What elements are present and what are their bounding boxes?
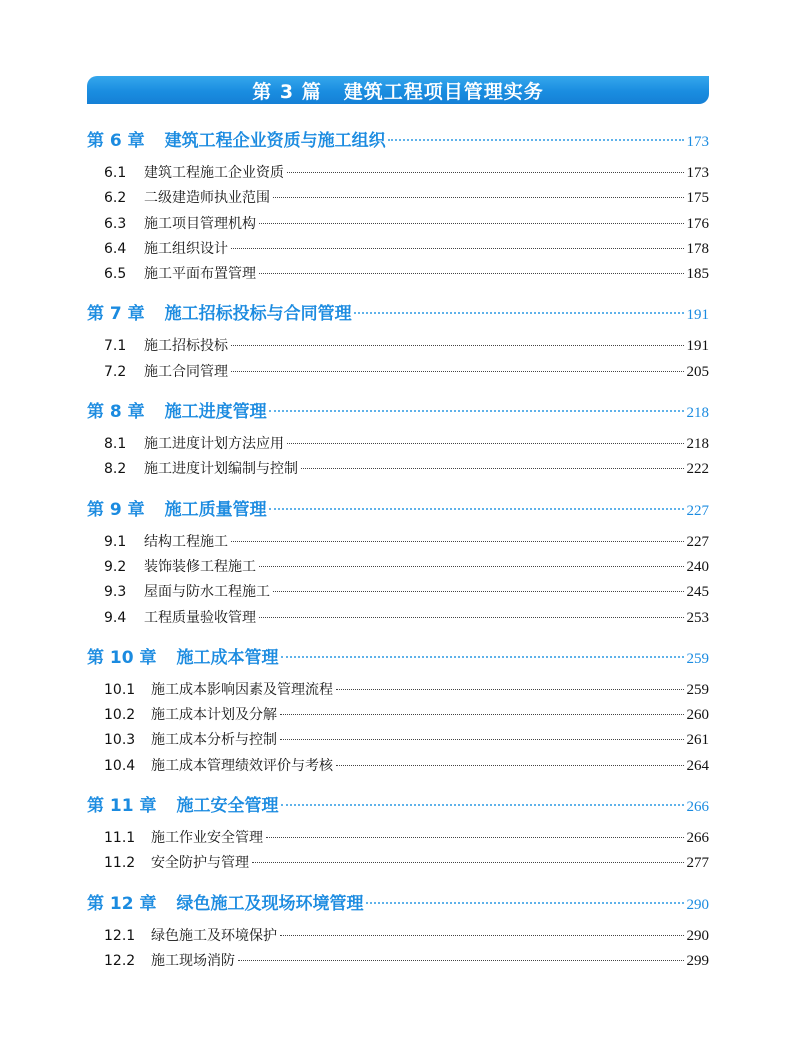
section-number: 10.3: [104, 732, 136, 749]
leader-dots: [252, 862, 684, 863]
leader-dots: [266, 837, 684, 838]
section-number: 11.1: [104, 830, 136, 847]
section-page-number: 245: [686, 584, 709, 601]
section-entry[interactable]: [87, 335, 709, 360]
chapter-title: 绿色施工及现场环境管理: [176, 893, 364, 914]
leader-dots: [269, 508, 684, 510]
section-number: 6.1: [104, 165, 127, 181]
section-number: 12.1: [104, 927, 136, 944]
section-title: 装饰装修工程施工: [144, 558, 256, 575]
chapter-entry[interactable]: [87, 643, 709, 669]
chapter-page-number: 227: [686, 502, 709, 519]
chapter-title: 施工成本管理: [176, 647, 279, 668]
section-entry[interactable]: [87, 581, 709, 606]
part-banner: [87, 76, 709, 104]
section-entry[interactable]: [87, 925, 709, 950]
section-entry[interactable]: [87, 556, 709, 581]
section-number: 7.2: [104, 363, 127, 380]
section-page-number: 260: [686, 707, 709, 724]
section-title: 工程质量验收管理: [144, 609, 256, 626]
leader-dots: [287, 172, 684, 173]
section-page-number: 175: [686, 190, 709, 207]
section-page-number: 264: [686, 757, 709, 774]
section-list: [87, 925, 709, 976]
leader-dots: [273, 197, 684, 198]
section-list: [87, 679, 709, 780]
chapter-page-number: 218: [686, 405, 709, 422]
section-title: 施工成本管理绩效评价与考核: [151, 757, 333, 774]
chapter-title: 施工招标投标与合同管理: [164, 304, 352, 325]
chapter-number: 第 10 章: [87, 647, 157, 668]
section-number: 12.2: [104, 952, 136, 969]
chapter-number: 第 12 章: [87, 893, 157, 914]
section-entry[interactable]: [87, 458, 709, 483]
section-title: 施工现场消防: [151, 952, 235, 969]
chapter-entry[interactable]: [87, 791, 709, 817]
section-title: 建筑工程施工企业资质: [144, 165, 284, 181]
section-page-number: 253: [686, 609, 709, 626]
leader-dots: [287, 443, 684, 444]
section-page-number: 205: [686, 363, 709, 380]
section-entry[interactable]: [87, 852, 709, 877]
section-title: 结构工程施工: [144, 533, 228, 550]
chapter-title: 建筑工程企业资质与施工组织: [164, 131, 386, 151]
chapter-title: 施工安全管理: [176, 796, 279, 817]
leader-dots: [259, 566, 684, 567]
section-entry[interactable]: [87, 238, 709, 263]
section-title: 施工成本影响因素及管理流程: [151, 681, 333, 698]
chapter-page-number: 290: [686, 896, 709, 913]
section-title: 施工项目管理机构: [144, 215, 256, 232]
section-page-number: 185: [686, 266, 709, 283]
section-page-number: 277: [686, 855, 709, 872]
section-entry[interactable]: [87, 729, 709, 754]
leader-dots: [231, 371, 684, 372]
section-title: 二级建造师执业范围: [144, 190, 270, 207]
section-number: 9.4: [104, 609, 127, 626]
leader-dots: [273, 591, 684, 592]
leader-dots: [366, 902, 684, 904]
section-title: 施工进度计划方法应用: [144, 436, 284, 453]
section-page-number: 290: [686, 927, 709, 944]
chapter-title: 施工进度管理: [164, 402, 267, 423]
leader-dots: [301, 468, 684, 469]
section-entry[interactable]: [87, 531, 709, 556]
section-entry[interactable]: [87, 263, 709, 288]
part-title: 建筑工程项目管理实务: [343, 80, 544, 103]
section-title: 施工合同管理: [144, 363, 228, 380]
section-title: 屋面与防水工程施工: [144, 584, 270, 601]
chapter-page-number: 191: [686, 307, 709, 324]
section-number: 8.1: [104, 436, 127, 453]
section-number: 10.4: [104, 757, 136, 774]
leader-dots: [259, 223, 684, 224]
leader-dots: [269, 410, 684, 412]
section-list: [87, 335, 709, 386]
chapter-page-number: 259: [686, 650, 709, 667]
section-entry[interactable]: [87, 162, 709, 187]
section-page-number: 222: [686, 461, 709, 478]
section-number: 9.3: [104, 584, 127, 601]
section-entry[interactable]: [87, 827, 709, 852]
section-number: 10.1: [104, 681, 136, 698]
section-page-number: 178: [686, 240, 709, 257]
section-list: [87, 531, 709, 632]
section-page-number: 259: [686, 681, 709, 698]
section-number: 6.3: [104, 215, 127, 232]
section-entry[interactable]: [87, 679, 709, 704]
section-number: 10.2: [104, 707, 136, 724]
chapter-entry[interactable]: [87, 495, 709, 521]
chapter-entry[interactable]: [87, 397, 709, 423]
part-number: 第 3 篇: [252, 80, 322, 103]
section-title: 施工平面布置管理: [144, 266, 256, 283]
section-list: [87, 162, 709, 288]
leader-dots: [281, 804, 684, 806]
section-title: 施工组织设计: [144, 240, 228, 257]
section-entry[interactable]: [87, 755, 709, 780]
chapter-number: 第 11 章: [87, 796, 157, 817]
section-number: 9.2: [104, 558, 127, 575]
section-page-number: 227: [686, 533, 709, 550]
leader-dots: [280, 739, 684, 740]
leader-dots: [238, 960, 684, 961]
section-entry[interactable]: [87, 361, 709, 386]
leader-dots: [259, 273, 684, 274]
section-list: [87, 827, 709, 878]
chapter-number: 第 8 章: [87, 402, 145, 423]
leader-dots: [336, 765, 684, 766]
section-number: 6.2: [104, 190, 127, 207]
section-page-number: 191: [686, 338, 709, 355]
section-page-number: 173: [686, 165, 709, 181]
section-number: 11.2: [104, 855, 136, 872]
section-entry[interactable]: [87, 950, 709, 975]
leader-dots: [231, 541, 684, 542]
section-title: 施工作业安全管理: [151, 830, 263, 847]
chapter-title: 施工质量管理: [164, 499, 267, 520]
section-entry[interactable]: [87, 704, 709, 729]
section-number: 7.1: [104, 338, 127, 355]
leader-dots: [231, 345, 684, 346]
leader-dots: [280, 935, 684, 936]
section-entry[interactable]: [87, 213, 709, 238]
section-title: 施工成本分析与控制: [151, 732, 277, 749]
section-page-number: 299: [686, 952, 709, 969]
section-title: 绿色施工及环境保护: [151, 927, 277, 944]
section-entry[interactable]: [87, 433, 709, 458]
leader-dots: [388, 139, 684, 141]
section-title: 施工进度计划编制与控制: [144, 461, 298, 478]
section-title: 施工招标投标: [144, 338, 228, 355]
chapter-number: 第 6 章: [87, 131, 145, 151]
chapter-number: 第 7 章: [87, 304, 145, 325]
section-entry[interactable]: [87, 187, 709, 212]
leader-dots: [231, 248, 684, 249]
section-number: 9.1: [104, 533, 127, 550]
chapter-entry[interactable]: [87, 126, 709, 152]
chapter-page-number: 266: [686, 799, 709, 816]
leader-dots: [280, 714, 684, 715]
chapter-page-number: 173: [686, 134, 709, 150]
chapter-entry[interactable]: [87, 889, 709, 915]
leader-dots: [336, 689, 684, 690]
section-page-number: 218: [686, 436, 709, 453]
section-number: 6.4: [104, 240, 127, 257]
section-title: 施工成本计划及分解: [151, 707, 277, 724]
section-page-number: 176: [686, 215, 709, 232]
section-entry[interactable]: [87, 607, 709, 632]
section-page-number: 240: [686, 558, 709, 575]
section-list: [87, 433, 709, 484]
chapter-entry[interactable]: [87, 299, 709, 325]
chapter-number: 第 9 章: [87, 499, 145, 520]
table-of-contents: [87, 118, 709, 981]
section-number: 8.2: [104, 461, 127, 478]
leader-dots: [354, 312, 684, 314]
leader-dots: [259, 617, 684, 618]
leader-dots: [281, 656, 684, 658]
section-title: 安全防护与管理: [151, 855, 249, 872]
section-number: 6.5: [104, 266, 127, 283]
section-page-number: 266: [686, 830, 709, 847]
section-page-number: 261: [686, 732, 709, 749]
